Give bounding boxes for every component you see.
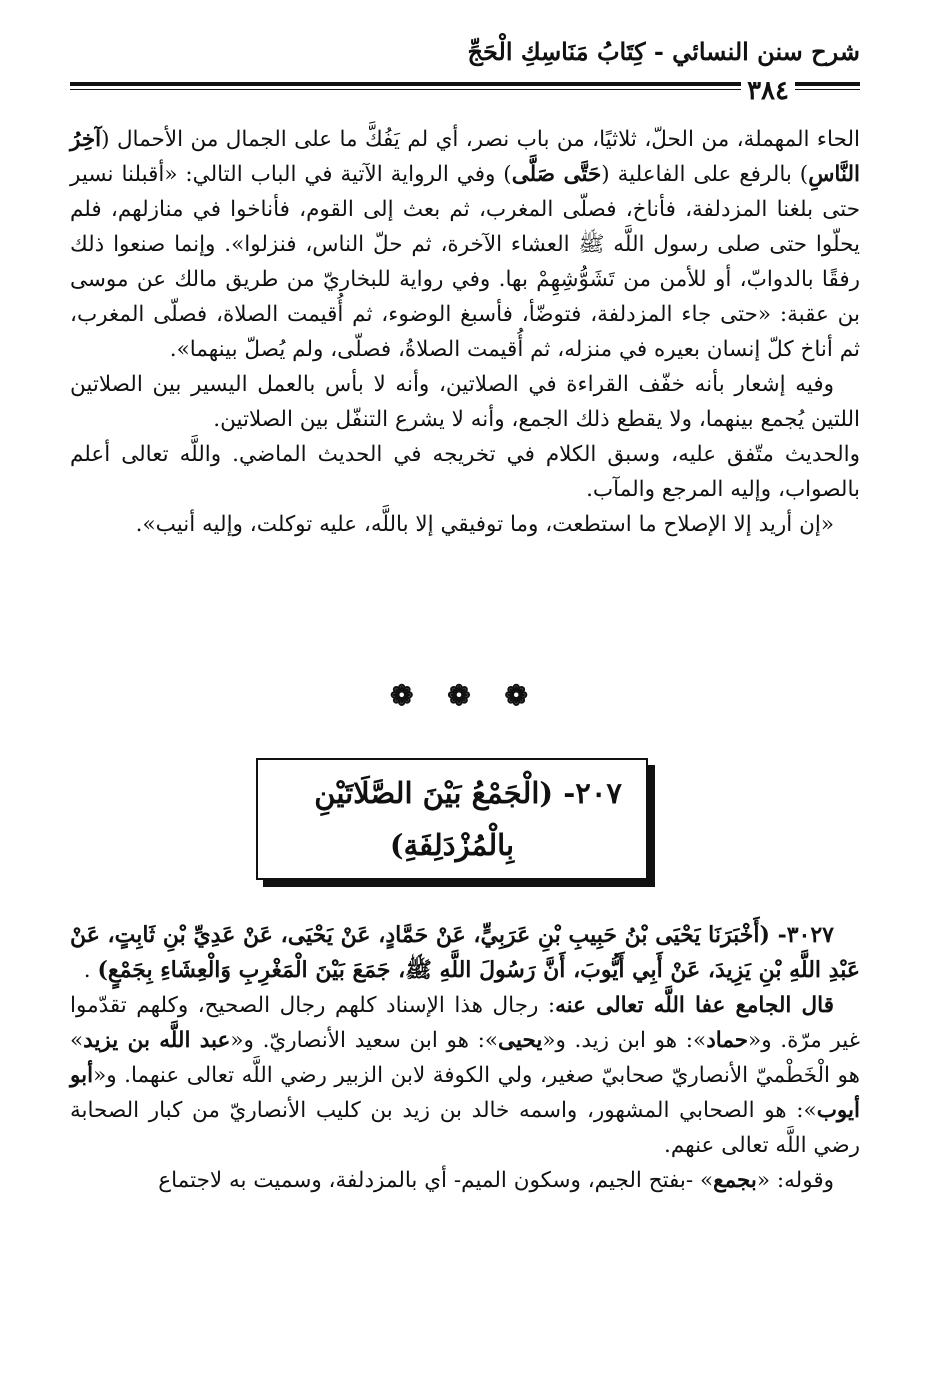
- text-run: »: هو الصحابي المشهور، واسمه خالد بن زيد بن كليب الأنصاريّ من كبار الصحابة رضي اللَّه تعالى عنهم.: [70, 1098, 860, 1158]
- text-run: : رجال هذا الإسناد كلهم رجال الصحيح، وكلهم تقدّموا غير مرّة. و«: [70, 993, 860, 1053]
- page-number: ٣٨٤: [741, 78, 795, 104]
- bold-term: قال الجامع عفا اللَّه تعالى عنه: [555, 993, 834, 1018]
- hadith-section: [70, 918, 860, 1198]
- bold-term: أبو أيوب: [70, 1063, 860, 1123]
- bold-term: يحيى: [498, 1028, 543, 1053]
- text-run: » هو الْخَطْميّ الأنصاريّ صحابيّ صغير، ولي الكوفة لابن الزبير رضي اللَّه تعالى عنهما. و«: [70, 1028, 860, 1088]
- commentary-section: [70, 122, 860, 542]
- bold-term: حماد: [706, 1028, 749, 1053]
- explanation-paragraph-2: [70, 1163, 860, 1198]
- book-page: [70, 30, 860, 1350]
- commentary-paragraph-4: «إن أريد إلا الإصلاح ما استطعت، وما توفيقي إلا باللَّه، عليه توكلت، وإليه أنيب».: [135, 512, 834, 537]
- text-run: وقوله: «: [756, 1168, 834, 1193]
- commentary-paragraph-2: وفيه إشعار بأنه خفّف القراءة في الصلاتين، وأنه لا بأس بالعمل اليسير بين الصلاتين اللتين يُجمع بينهما، ولا يقطع ذلك الجمع، وأنه لا يشرع التنفّل بين الصلاتين.: [70, 372, 860, 432]
- running-title: شرح سنن النسائي - كِتَابُ مَنَاسِكِ الْحَجِّ: [467, 37, 860, 66]
- chapter-title-line-1: ٢٠٧- (الْجَمْعُ بَيْنَ الصَّلَاتَيْنِ: [314, 776, 622, 810]
- bold-term: عبد اللَّه بن يزيد: [83, 1028, 231, 1053]
- text-run: .: [83, 958, 98, 983]
- commentary-paragraph-3: والحديث متّفق عليه، وسبق الكلام في تخريجه في الحديث الماضي. واللَّه تعالى أعلم بالصواب، وإليه المرجع والمآب.: [70, 442, 860, 502]
- bold-term: بجمع: [713, 1168, 757, 1193]
- text-run: » -بفتح الجيم، وسكون الميم- أي بالمزدلفة، وسميت به لاجتماع: [158, 1168, 714, 1193]
- text-run: ) بالرفع على الفاعلية (: [601, 162, 809, 187]
- text-run: الحاء المهملة، من الحلّ، ثلاثيًا، من باب نصر، أي لم يَفُكَّ ما على الجمال من الأحمال (: [101, 127, 860, 152]
- bold-quote: حَتَّى صَلَّى: [511, 162, 602, 187]
- section-separator: ❁ ❁ ❁: [390, 679, 540, 712]
- chapter-title-line-2: بِالْمُزْدَلِفَةِ): [389, 828, 515, 862]
- text-run: »: هو ابن زيد. و«: [542, 1028, 707, 1053]
- hadith-body: ٣٠٢٧- (أَخْبَرَنَا يَحْيَى بْنُ حَبِيبِ بْنِ عَرَبِيٍّ، عَنْ حَمَّادٍ، عَنْ يَحْيَى، عَنْ عَدِيِّ بْنِ ثَابِتٍ، عَنْ عَبْدِ اللَّهِ بْنِ يَزِيدَ، عَنْ أَبِي أَيُّوبَ، أَنَّ رَسُولَ اللَّهِ ﷺ، جَمَعَ بَيْنَ الْمَغْرِبِ وَالْعِشَاءِ بِجَمْعٍ): [70, 922, 860, 983]
- text-run: »: هو ابن سعيد الأنصاريّ. و«: [230, 1028, 499, 1053]
- commentary-paragraph-1: [70, 122, 860, 367]
- hadith-text: [70, 918, 860, 988]
- chapter-heading-box: [256, 758, 648, 880]
- explanation-paragraph-1: [70, 988, 860, 1163]
- text-run: ) وفي الرواية الآتية في الباب التالي: «أقبلنا نسير حتى بلغنا المزدلفة، فأناخ، فصلّى المغرب، ثم بعث إلى القوم، فأناخوا في منازلهم، فلم يحلّوا حتى صلى رسول اللَّه ﷺ العشاء الآخرة، ثم حلّ الناس، فنزلوا». وإنما صنعوا ذلك رفقًا بالدوابّ، أو للأمن من تَشَوُّشِهِمْ بها. وفي رواية للبخاريّ من طريق مالك عن موسى بن عقبة: «حتى جاء المزدلفة، فتوضّأ، فأسبغ الوضوء، ثم أُقيمت الصلاة، فصلّى المغرب، ثم أناخ كلّ إنسان بعيره في منزله، ثم أُقيمت الصلاةُ، فصلّى، ولم يُصلّ بينهما».: [70, 162, 860, 362]
- bold-quote: آخِرُ النَّاسِ: [70, 127, 860, 187]
